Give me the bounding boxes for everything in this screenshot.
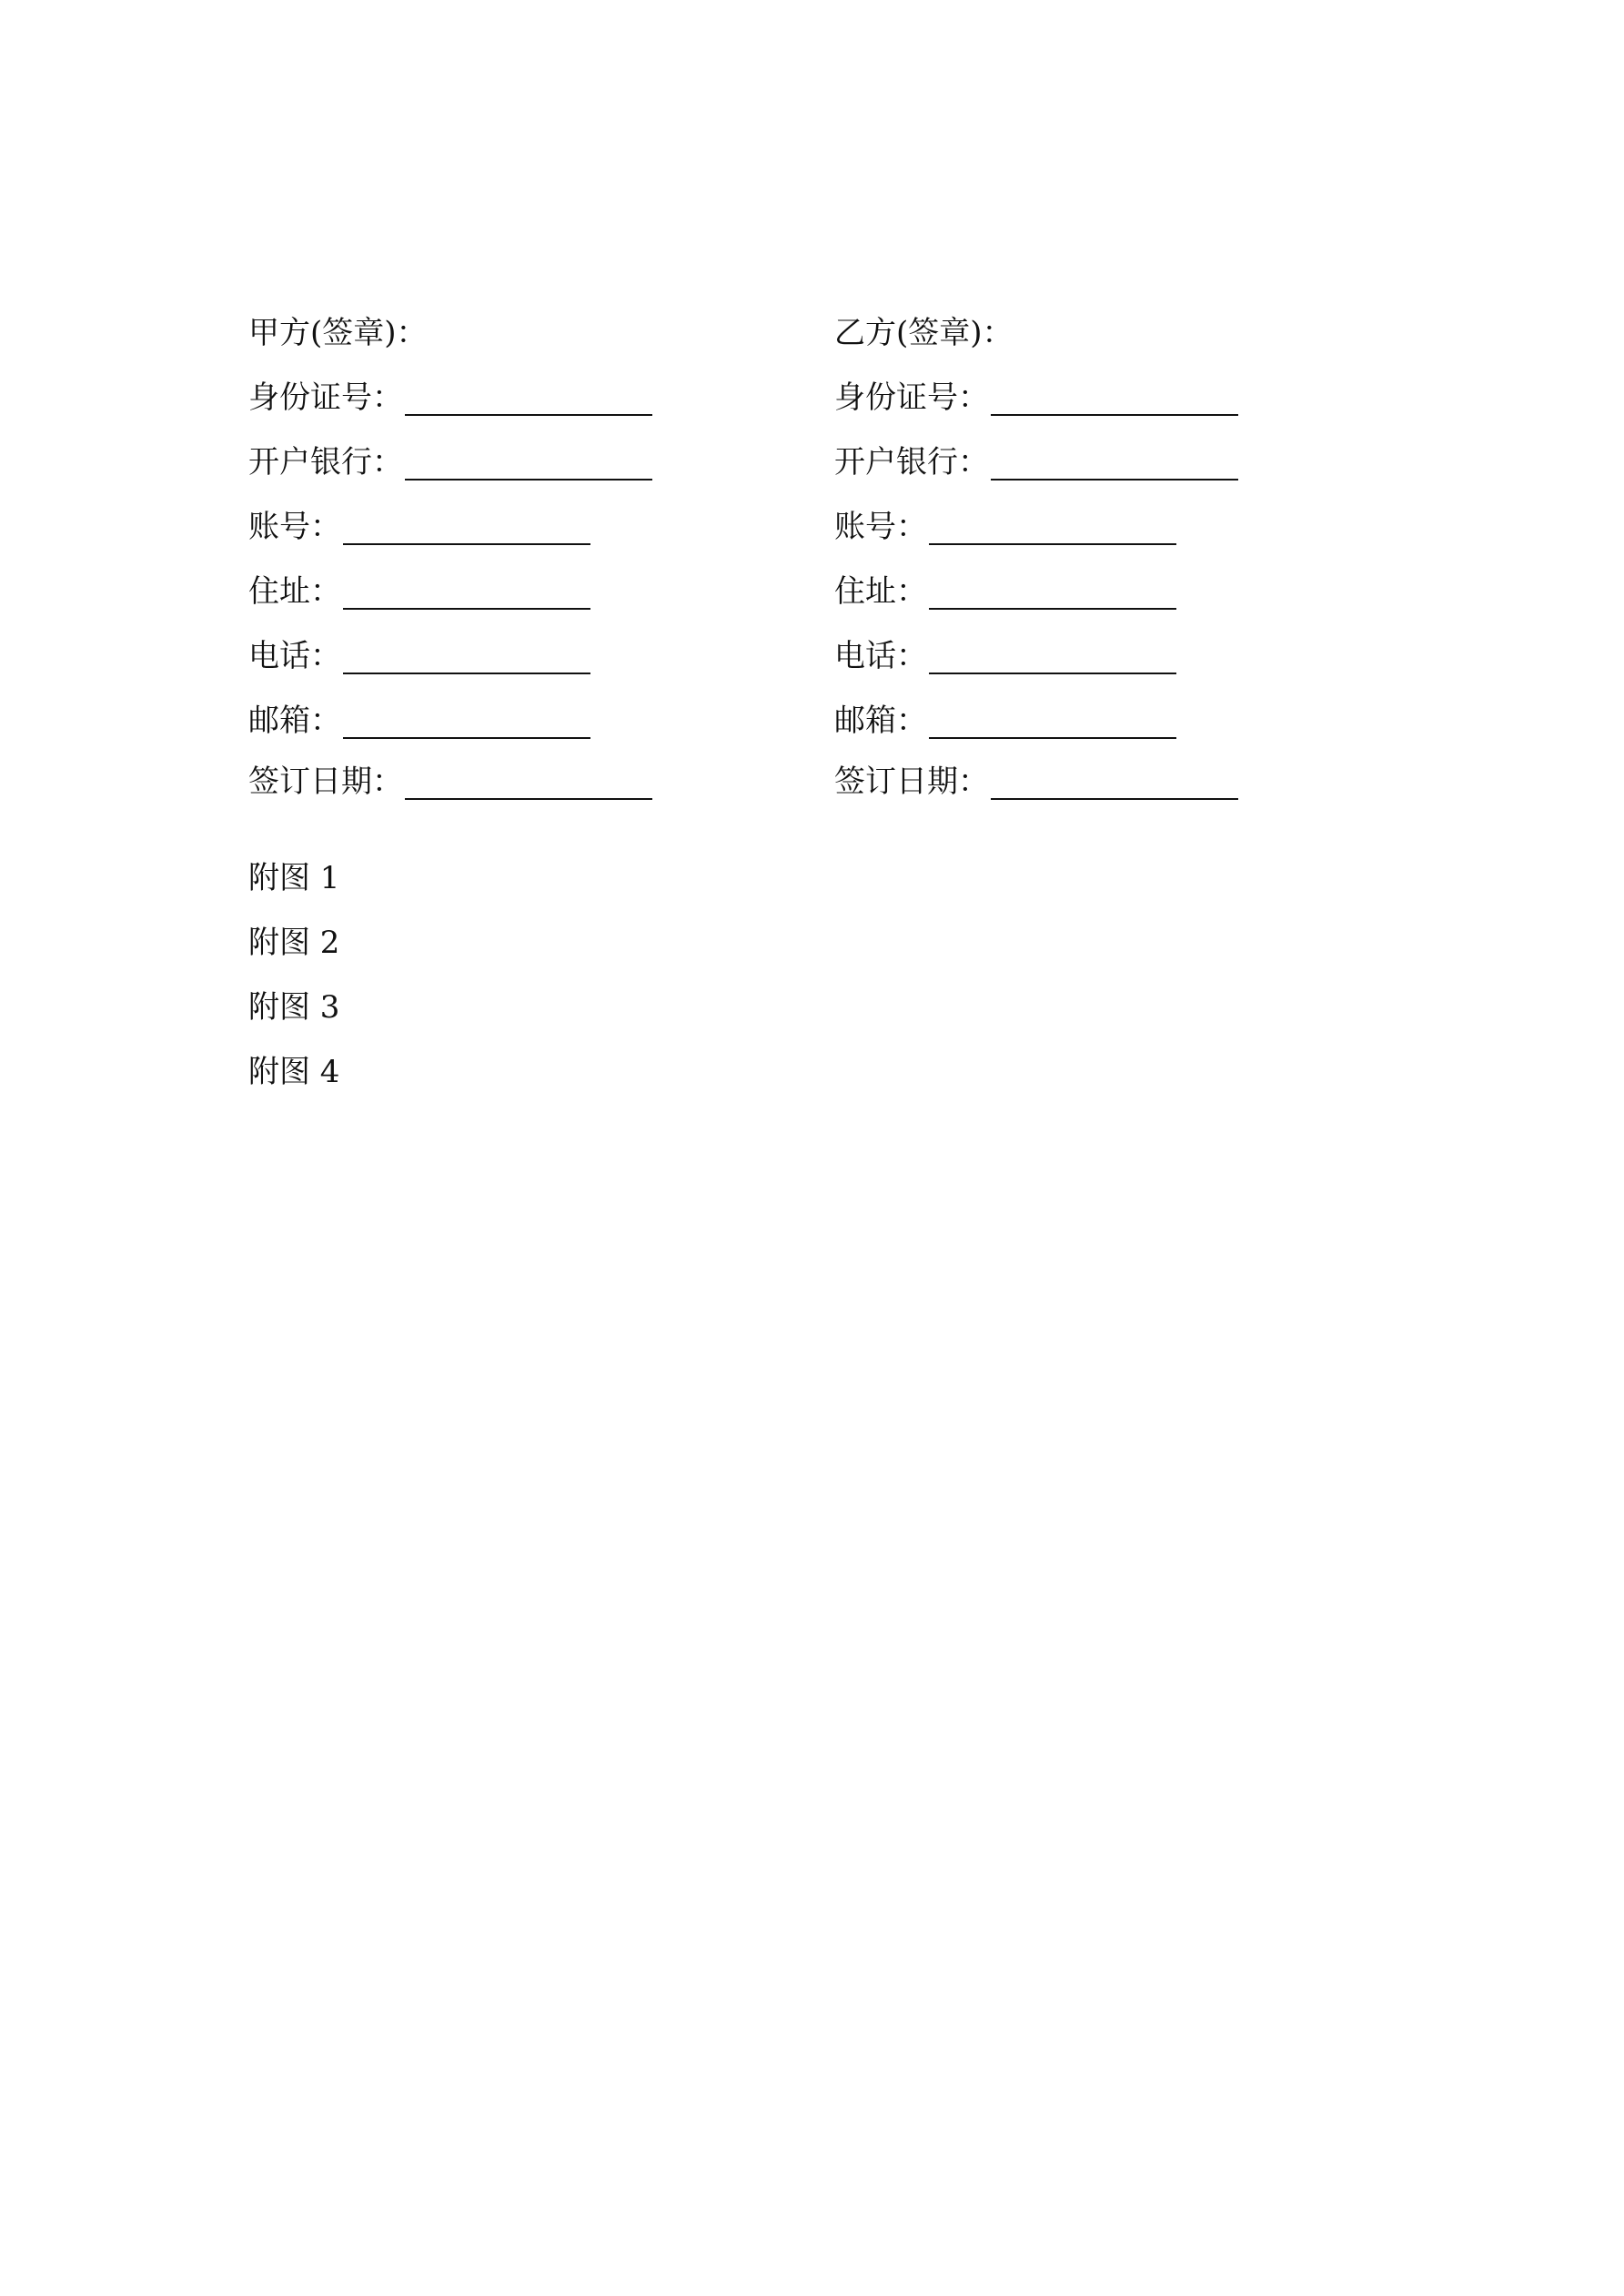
attachment-item: 附图 3 — [248, 989, 340, 1026]
party-a-email-label: 邮箱： — [248, 703, 341, 739]
party-a-date-row — [248, 739, 794, 800]
party-b-bank-blank[interactable] — [991, 444, 1238, 480]
party-b-id-label: 身份证号： — [834, 379, 989, 416]
party-b-phone-row — [834, 610, 1380, 674]
party-a-address-blank[interactable] — [343, 573, 590, 610]
party-a-date-label: 签订日期： — [248, 764, 403, 800]
party-b-signature-block — [834, 315, 1380, 800]
party-a-account-blank[interactable] — [343, 509, 590, 545]
party-a-phone-blank[interactable] — [343, 638, 590, 674]
attachment-item: 附图 4 — [248, 1054, 340, 1090]
party-a-email-row — [248, 674, 794, 739]
party-a-phone-row — [248, 610, 794, 674]
party-b-email-blank[interactable] — [929, 703, 1176, 739]
party-b-phone-blank[interactable] — [929, 638, 1176, 674]
party-b-account-label: 账号： — [834, 509, 927, 545]
party-b-address-row — [834, 545, 1380, 610]
party-a-address-row — [248, 545, 794, 610]
attachment-item: 附图 1 — [248, 860, 340, 896]
party-b-id-row — [834, 351, 1380, 416]
party-a-title: 甲方(签章)： — [248, 315, 428, 351]
party-a-date-blank[interactable] — [405, 764, 652, 800]
party-b-address-blank[interactable] — [929, 573, 1176, 610]
party-a-bank-row — [248, 416, 794, 480]
attachment-list — [248, 860, 794, 1118]
party-a-bank-blank[interactable] — [405, 444, 652, 480]
party-b-title-row — [834, 315, 1380, 351]
party-b-email-row — [834, 674, 1380, 739]
party-a-id-blank[interactable] — [405, 379, 652, 416]
party-a-id-row — [248, 351, 794, 416]
party-a-id-label: 身份证号： — [248, 379, 403, 416]
party-b-bank-label: 开户银行： — [834, 444, 989, 480]
party-a-phone-label: 电话： — [248, 638, 341, 674]
party-b-date-label: 签订日期： — [834, 764, 989, 800]
party-a-account-row — [248, 480, 794, 545]
party-b-id-blank[interactable] — [991, 379, 1238, 416]
party-a-account-label: 账号： — [248, 509, 341, 545]
party-a-signature-block — [248, 315, 794, 800]
party-b-date-blank[interactable] — [991, 764, 1238, 800]
party-b-address-label: 住址： — [834, 573, 927, 610]
party-a-title-row — [248, 315, 794, 351]
party-b-date-row — [834, 739, 1380, 800]
party-b-bank-row — [834, 416, 1380, 480]
party-a-address-label: 住址： — [248, 573, 341, 610]
party-b-title: 乙方(签章)： — [834, 315, 1014, 351]
party-b-account-blank[interactable] — [929, 509, 1176, 545]
party-b-email-label: 邮箱： — [834, 703, 927, 739]
party-b-phone-label: 电话： — [834, 638, 927, 674]
attachment-item: 附图 2 — [248, 925, 340, 961]
party-b-account-row — [834, 480, 1380, 545]
party-a-email-blank[interactable] — [343, 703, 590, 739]
party-a-bank-label: 开户银行： — [248, 444, 403, 480]
